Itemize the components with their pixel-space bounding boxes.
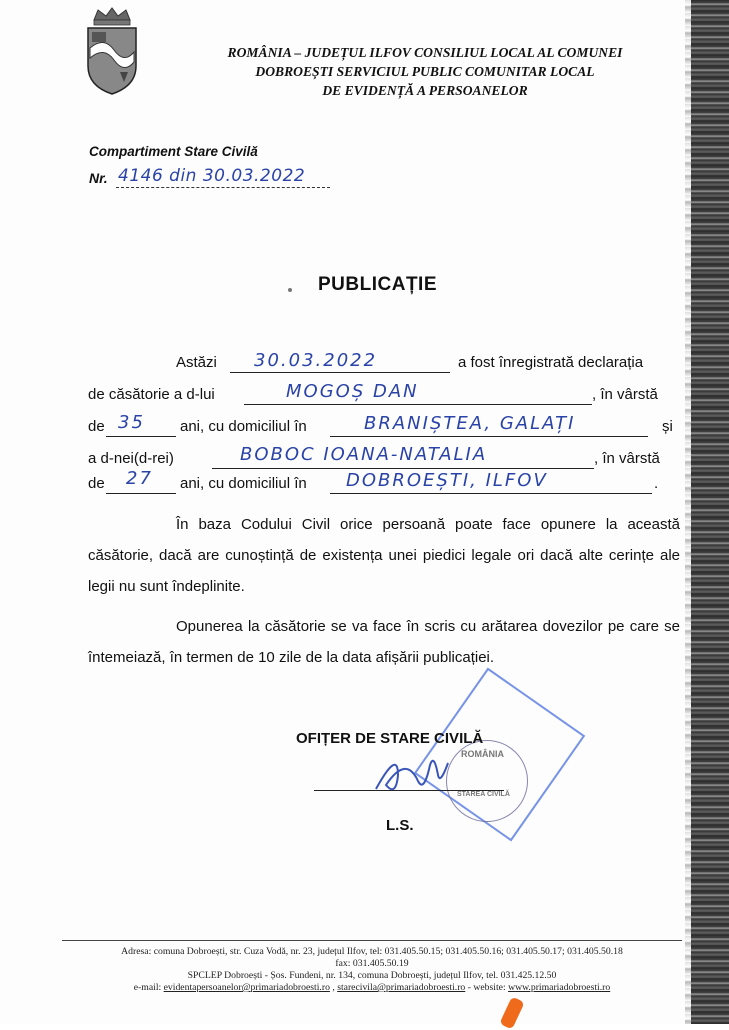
- wife-domicile: DOBROEȘTI, ILFOV: [346, 470, 548, 491]
- stamp-round-middle: STAREA CIVILĂ: [457, 791, 510, 798]
- officer-title: OFIȚER DE STARE CIVILĂ: [296, 730, 484, 747]
- email-label: e-mail:: [133, 982, 162, 993]
- scan-edge-noise: [691, 0, 729, 1024]
- header-line-3: DE EVIDENȚĂ A PERSOANELOR: [322, 83, 528, 98]
- header-line-1: ROMÂNIA – JUDEȚUL ILFOV CONSILIUL LOCAL AL COMUNEI: [227, 45, 623, 60]
- round-stamp: [446, 740, 528, 822]
- astazi-fill-line: [230, 372, 450, 373]
- registration-number-line: [116, 187, 330, 188]
- footer-fax: fax: 031.405.50.19: [335, 958, 409, 969]
- wife-age-suffix: , în vârstă: [594, 450, 660, 467]
- husband-age-line: [106, 436, 176, 437]
- compartment-label: Compartiment Stare Civilă: [89, 144, 258, 159]
- orange-mark: [499, 996, 524, 1029]
- astazi-label: Astăzi: [176, 354, 217, 371]
- opposition-paragraph: În baza Codului Civil orice persoană poate face opunere la această căsătorie, dacă are cunoștință de existența unei piedici legale ori dacă alte cerințe ale legii nu sunt îndeplinite.: [88, 516, 680, 595]
- husband-domicile-line: [330, 436, 648, 437]
- husband-name: MOGOȘ DAN: [286, 381, 419, 402]
- husband-prefix: de căsătorie a d-lui: [88, 386, 215, 403]
- website-link[interactable]: www.primariadobroesti.ro: [508, 982, 611, 993]
- si-label: și: [662, 418, 673, 435]
- header-line-2: DOBROEȘTI SERVICIUL PUBLIC COMUNITAR LOCAL: [255, 64, 595, 79]
- wife-age: 27: [126, 468, 153, 489]
- registered-text: a fost înregistrată declarația: [458, 354, 644, 371]
- wife-de-label: de: [88, 475, 105, 492]
- scan-edge-shadow: [685, 0, 691, 1024]
- stamp-round-top: ROMÂNIA: [461, 749, 504, 759]
- footer-spclep: SPCLEP Dobroești - Șos. Fundeni, nr. 134, comuna Dobroești, județul Ilfov, tel. 031.425.12.50: [187, 970, 557, 981]
- document-title: PUBLICAȚIE: [318, 274, 437, 295]
- wife-prefix: a d-nei(d-rei): [88, 450, 174, 467]
- wife-domicile-text: ani, cu domiciliul în: [180, 475, 307, 492]
- footer-address: Adresa: comuna Dobroești, str. Cuza Vodă, nr. 23, județul Ilfov, tel: 031.405.50.15; 031.405.50.16; 031.405.50.17; 031.405.50.18: [121, 946, 623, 957]
- astazi-value: 30.03.2022: [254, 350, 378, 371]
- husband-domicile: BRANIȘTEA, GALAȚI: [364, 413, 576, 434]
- footer-contact: e-mail: evidentapersoanelor@primariadobroesti.ro , starecivila@primariadobroesti.ro - website: www.primariadobroesti.ro: [133, 982, 611, 993]
- institution-header: [160, 43, 690, 100]
- footer-divider: [62, 940, 682, 941]
- wife-name-line: [212, 468, 594, 469]
- husband-name-line: [244, 404, 592, 405]
- deadline-paragraph: Opunerea la căsătorie se va face în scris cu arătarea dovezilor pe care se întemeiază, în termen de 10 zile de la data afișării publicației.: [88, 618, 680, 666]
- speck: [288, 288, 292, 292]
- registration-number-value: 4146 din 30.03.2022: [118, 166, 306, 186]
- footer: [62, 946, 682, 994]
- husband-de-label: de: [88, 418, 105, 435]
- wife-domicile-line: [330, 493, 652, 494]
- final-period: .: [654, 475, 659, 492]
- email-link-1[interactable]: evidentapersoanelor@primariadobroesti.ro: [163, 982, 330, 993]
- website-label: website:: [473, 982, 506, 993]
- ls-label: L.S.: [386, 817, 414, 834]
- husband-age-suffix: , în vârstă: [592, 386, 658, 403]
- coat-of-arms-icon: [84, 6, 140, 96]
- husband-age: 35: [118, 412, 145, 433]
- registration-number-label: Nr.: [89, 170, 108, 186]
- wife-name: BOBOC IOANA-NATALIA: [240, 444, 488, 465]
- husband-domicile-text: ani, cu domiciliul în: [180, 418, 307, 435]
- signature-icon: [368, 745, 458, 805]
- email-link-2[interactable]: starecivila@primariadobroesti.ro: [337, 982, 466, 993]
- wife-age-line: [106, 493, 176, 494]
